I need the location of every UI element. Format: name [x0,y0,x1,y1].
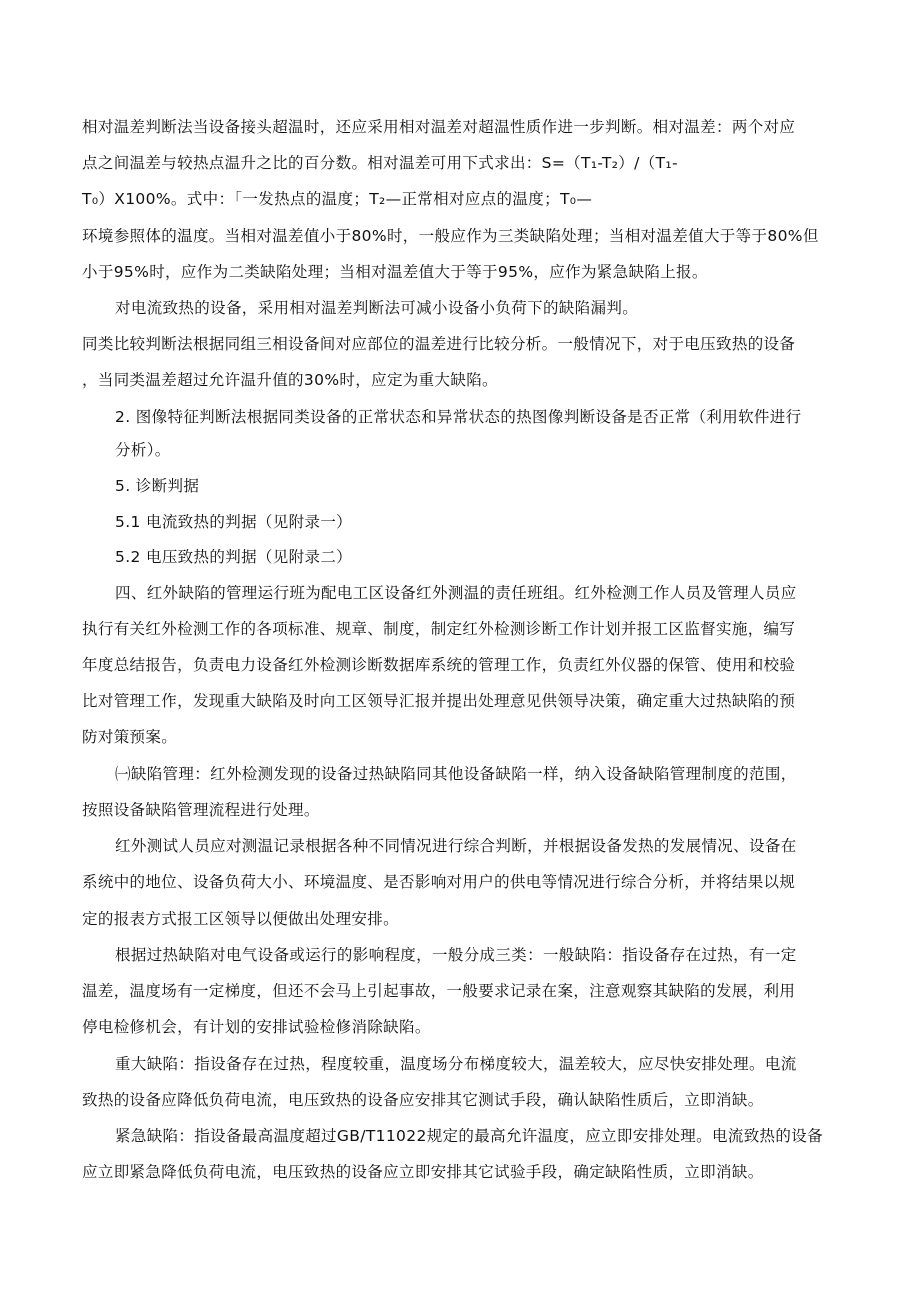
para-testers-line-3: 定的报表方式报工区领导以便做出处理安排。 [82,910,400,928]
para-major-defect-line-2: 致热的设备应降低负荷电流，电压致热的设备应安排其它测试手段，确认缺陷性质后，立即消缺。 [82,1091,764,1109]
para-emergency-defect-line-1: 紧急缺陷：指设备最高温度超过GB/T11022规定的最高允许温度，应立即安排处理。电流致热的设备 [115,1127,823,1145]
para-emergency-defect-line-2: 应立即紧急降低负荷电流，电压致热的设备应立即安排其它试验手段，确定缺陷性质，立即消缺。 [82,1163,764,1181]
heading-5-2: 5.2 电压致热的判据（见附录二） [115,548,353,566]
para-defect-management-line-5: 防对策预案。 [82,728,178,746]
para-defect-management-line-2: 执行有关红外检测工作的各项标准、规章、制度，制定红外检测诊断工作计划并报工区监督实施，编写 [82,620,796,638]
para-major-defect-line-1: 重大缺陷：指设备存在过热，程度较重，温度场分布梯度较大，温差较大，应尽快安排处理。电流 [115,1055,797,1073]
para-current-heating: 对电流致热的设备，采用相对温差判断法可减小设备小负荷下的缺陷漏判。 [115,299,639,317]
para-same-type-line-1: 同类比较判断法根据同组三相设备间对应部位的温差进行比较分析。一般情况下，对于电压致热的设备 [82,335,796,353]
para-same-type-line-2: ，当同类温差超过允许温升值的30%时，应定为重大缺陷。 [82,371,498,389]
item-2-image-feature-line-2: 分析）。 [115,441,171,459]
para-classification-line-3: 停电检修机会，有计划的安排试验检修消除缺陷。 [82,1018,431,1036]
para-relative-temp-line-1: 相对温差判断法当设备接头超温时，还应采用相对温差对超温性质作进一步判断。相对温差：两个对应 [82,118,796,136]
heading-5-1: 5.1 电流致热的判据（见附录一） [115,513,353,531]
para-defect-management-line-3: 年度总结报告，负责电力设备红外检测诊断数据库系统的管理工作，负责红外仪器的保管、使用和校验 [82,656,796,674]
heading-5-diagnosis: 5. 诊断判据 [115,477,200,495]
para-relative-temp-line-5: 小于95%时，应作为二类缺陷处理；当相对温差值大于等于95%，应作为紧急缺陷上报。 [82,263,708,281]
para-relative-temp-line-4: 环境参照体的温度。当相对温差值小于80%时，一般应作为三类缺陷处理；当相对温差值大于等于80%但 [82,227,819,245]
para-classification-line-2: 温差，温度场有一定梯度，但还不会马上引起事故，一般要求记录在案，注意观察其缺陷的发展，利用 [82,982,796,1000]
para-item-1-line-2: 按照设备缺陷管理流程进行处理。 [82,801,320,819]
para-defect-management-line-1: 四、红外缺陷的管理运行班为配电工区设备红外测温的责任班组。红外检测工作人员及管理人员应 [115,584,797,602]
para-testers-line-2: 系统中的地位、设备负荷大小、环境温度、是否影响对用户的供电等情况进行综合分析，并将结果以规 [82,873,796,891]
para-item-1-line-1: ㈠缺陷管理：红外检测发现的设备过热缺陷同其他设备缺陷一样，纳入设备缺陷管理制度的范围， [115,765,797,783]
item-2-image-feature-line-1: 2. 图像特征判断法根据同类设备的正常状态和异常状态的热图像判断设备是否正常（利用软件进行 [115,408,802,426]
para-testers-line-1: 红外测试人员应对测温记录根据各种不同情况进行综合判断，并根据设备发热的发展情况、设备在 [115,837,797,855]
para-classification-line-1: 根据过热缺陷对电气设备或运行的影响程度，一般分成三类：一般缺陷：指设备存在过热，有一定 [115,946,797,964]
para-defect-management-line-4: 比对管理工作，发现重大缺陷及时向工区领导汇报并提出处理意见供领导决策，确定重大过热缺陷的预 [82,692,796,710]
para-relative-temp-line-3: T₀）X100%。式中：「一发热点的温度；T₂—正常相对应点的温度；T₀— [82,190,593,208]
para-relative-temp-line-2: 点之间温差与较热点温升之比的百分数。相对温差可用下式求出：S=（T₁-T₂）/（T₁- [82,154,678,172]
